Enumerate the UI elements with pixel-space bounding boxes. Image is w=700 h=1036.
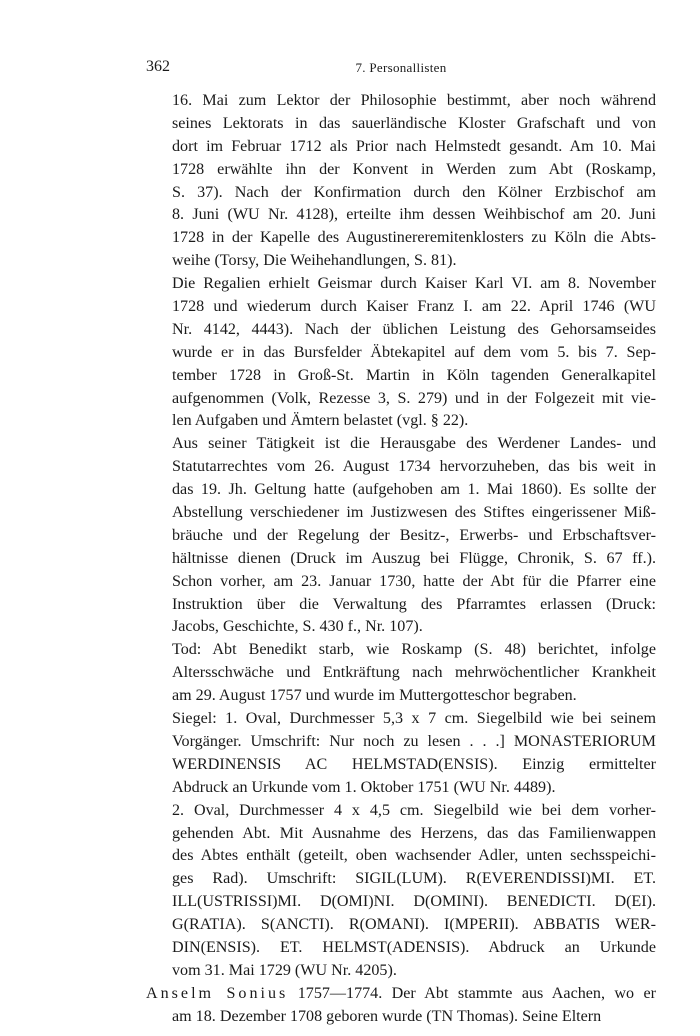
text-line: G(RATIA). S(ANCTI). R(OMANI). I(MPERII). ABBATIS WER- [172,916,656,934]
text-line: S. 37). Nach der Konfirmation durch den Kölner Erzbischof am [172,183,656,201]
text-line: Jacobs, Geschichte, S. 430 f., Nr. 107). [172,618,423,636]
text-line: das 19. Jh. Geltung hatte (aufgehoben am 1. Mai 1860). Es sollte der [172,481,656,499]
text-line: ges Rad). Umschrift: SIGIL(LUM). R(EVERENDISSI)MI. ET. [172,870,656,888]
text-line: 1728 in der Kapelle des Augustinereremitenklosters zu Köln die Abts- [172,229,656,247]
page-body [146,90,656,1029]
text-line: Altersschwäche und Entkräftung nach mehrwöchentlicher Krankheit [172,664,656,682]
text-line: vom 31. Mai 1729 (WU Nr. 4205). [172,961,397,979]
text-line: ILL(USTRISSI)MI. D(OMI)NI. D(OMINI). BENEDICTI. D(EI). [172,893,656,911]
text-line: am 29. August 1757 und wurde im Muttergotteschor begraben. [172,687,577,705]
entry-heading-line [146,983,656,1006]
text-line: weihe (Torsy, Die Weihehandlungen, S. 81). [172,252,457,270]
text-line: bräuche und der Regelung der Besitz-, Erwerbs- und Erbschaftsver- [172,526,656,544]
text-line: Statutarrechtes vom 26. August 1734 hervorzuheben, das bis weit in [172,458,656,476]
running-head: 7. Personallisten [355,60,447,75]
page-number: 362 [146,58,170,75]
text-line: seines Lektorats in das sauerländische Kloster Grafschaft und von [172,114,656,132]
text-line: 1728 und wiederum durch Kaiser Franz I. am 22. April 1746 (WU [172,298,656,316]
text-line: gehenden Abt. Mit Ausnahme des Herzens, das das Familienwappen [172,824,656,842]
text-line: hältnisse dienen (Druck im Auszug bei Flügge, Chronik, S. 67 ff.). [172,549,656,567]
text-line: wurde er in das Bursfelder Äbtekapitel auf dem vom 5. bis 7. Sep- [172,343,656,361]
text-line: Instruktion über die Verwaltung des Pfarramtes erlassen (Druck: [172,595,656,613]
text-line: len Aufgaben und Ämtern belastet (vgl. § 22). [172,412,469,430]
text-line: am 18. Dezember 1708 geboren wurde (TN Thomas). Seine Eltern [172,1007,602,1025]
text-line: tember 1728 in Groß-St. Martin in Köln tagenden Generalkapitel [172,366,656,384]
text-line: Schon vorher, am 23. Januar 1730, hatte der Abt für die Pfarrer eine [172,572,656,590]
text-line: Tod: Abt Benedikt starb, wie Roskamp (S. 48) berichtet, infolge [172,641,656,659]
text-line: WERDINENSIS AC HELMSTAD(ENSIS). Einzig ermittelter [172,755,656,773]
text-line: dort im Februar 1712 als Prior nach Helmstedt gesandt. Am 10. Mai [172,137,656,155]
text-line: DIN(ENSIS). ET. HELMST(ADENSIS). Abdruck an Urkunde [172,938,656,956]
text-line: 8. Juni (WU Nr. 4128), erteilte ihm dessen Weihbischof am 20. Juni [172,206,656,224]
text-line: 1728 erwählte ihn der Konvent in Werden zum Abt (Roskamp, [172,160,656,178]
entry-name: Anselm Sonius [146,984,289,1002]
text-line: Die Regalien erhielt Geismar durch Kaiser Karl VI. am 8. November [172,275,656,293]
text-line: Siegel: 1. Oval, Durchmesser 5,3 x 7 cm. Siegelbild wie bei seinem [172,710,656,728]
text-line: Vorgänger. Umschrift: Nur noch zu lesen . . .] MONASTERIORUM [172,732,656,750]
text-line: 2. Oval, Durchmesser 4 x 4,5 cm. Siegelbild wie bei dem vorher- [172,801,656,819]
text-line: Abdruck an Urkunde vom 1. Oktober 1751 (WU Nr. 4489). [172,778,556,796]
text-block [146,90,656,983]
text-line: des Abtes enthält (geteilt, oben wachsender Adler, unten sechsspeichi- [172,847,656,865]
text-line: Aus seiner Tätigkeit ist die Herausgabe des Werdener Landes- und [172,435,656,453]
text-line: 16. Mai zum Lektor der Philosophie bestimmt, aber noch während [172,92,656,109]
text-line: Abstellung verschiedener im Justizwesen des Stiftes eingerissener Miß- [172,504,656,522]
text-line: Nr. 4142, 4443). Nach der üblichen Leistung des Gehorsamseides [172,320,656,338]
entry-text: 1757—1774. Der Abt stammte aus Aachen, wo er [297,984,656,1002]
page-header [146,58,656,82]
text-line: aufgenommen (Volk, Rezesse 3, S. 279) und in der Folgezeit mit vie- [172,389,656,407]
